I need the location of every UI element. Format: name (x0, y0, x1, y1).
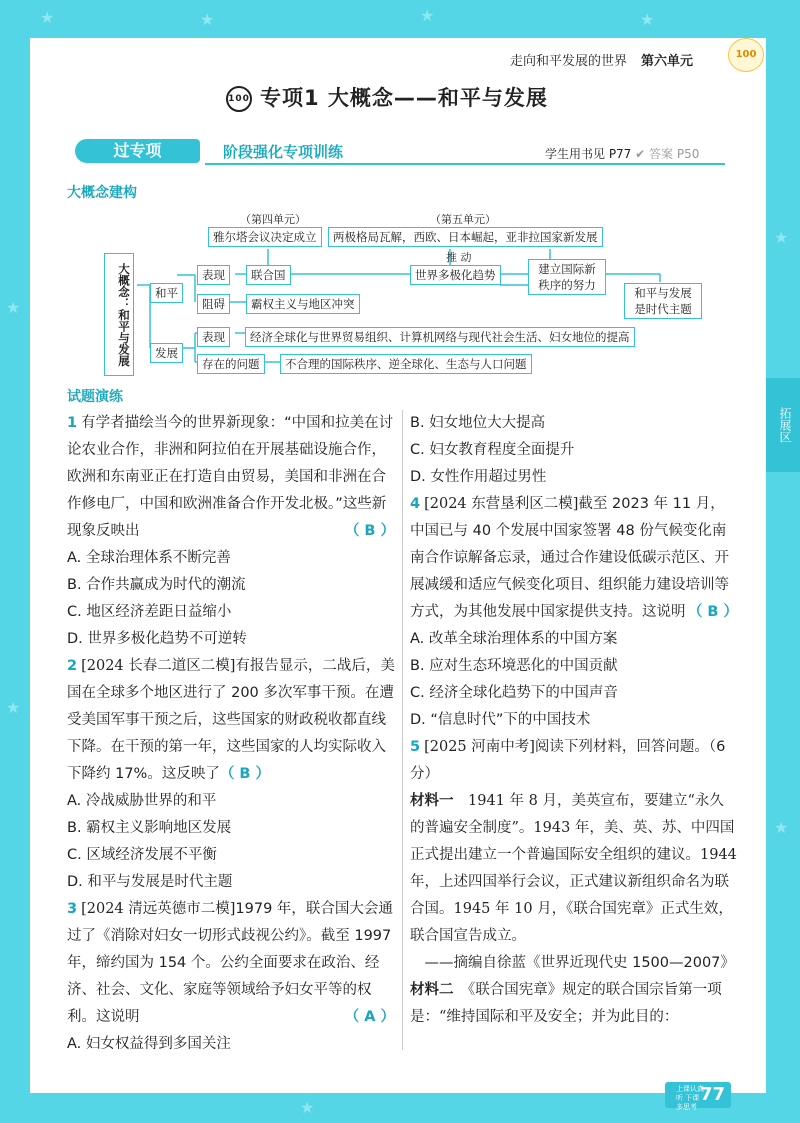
option-d: D. 和平与发展是时代主题 (67, 874, 233, 890)
answer-mark: （ B ） (219, 766, 270, 782)
option-b: B. 霸权主义影响地区发展 (67, 820, 232, 836)
concept-node-yalta: 雅尔塔会议决定成立 (208, 227, 322, 247)
concept-node-theme: 和平与发展是时代主题 (624, 283, 702, 319)
left-column (67, 410, 395, 1058)
concept-root: 大概念：和平与发展 (104, 253, 134, 376)
question-stem: 1979 年，联合国大会通过了《消除对妇女一切形式歧视公约》。截至 1997 年，缔约国为 154 个。公约全面要求在政治、经济、社会、文化、家庭等领域给予妇女平等的权利。这说明 (67, 901, 393, 1025)
concept-node-un: 联合国 (246, 265, 291, 285)
star-icon: ★ (640, 10, 655, 29)
question-source: [2024 长春二道区二模] (81, 658, 236, 674)
page-title (226, 82, 548, 112)
material-source: ——摘编自徐蓝《世界近现代史 1500—2007》 (424, 955, 735, 971)
question-4 (410, 491, 738, 626)
concept-node-multipolar-factors: 两极格局瓦解，西欧、日本崛起，亚非拉国家新发展 (328, 227, 603, 247)
option-c: C. 地区经济差距日益缩小 (67, 604, 232, 620)
concept-node-development: 发展 (150, 343, 183, 363)
concept-node-new-order: 建立国际新秩序的努力 (528, 259, 606, 295)
question-number: 1 (67, 415, 78, 431)
side-tab: 拓展区 (766, 378, 800, 472)
question-5 (410, 734, 738, 788)
option-a: A. 冷战威胁世界的和平 (67, 793, 217, 809)
unit-number: 第六单元 (641, 54, 694, 69)
question-stem: 有学者描绘当今的世界新现象：“中国和拉美在讨论农业合作，非洲和阿拉伯在开展基础设施合作，欧洲和东南亚正在打造自由贸易，美国和非洲在合作修电厂，中国和欧洲准备合作开发北极。”这些新现象反映出 (67, 415, 394, 539)
page-frame-right (766, 0, 800, 1123)
concept-node-obstacle: 阻碍 (197, 294, 230, 314)
answer-mark: （ B ） (344, 523, 395, 539)
question-source: [2024 东营垦利区二模] (424, 496, 579, 512)
star-icon: ★ (6, 698, 21, 717)
page-frame-top (0, 0, 800, 38)
ref-answer: 答案 P50 (649, 147, 700, 161)
answer-mark: （ B ） (687, 604, 738, 620)
star-icon: ★ (774, 818, 789, 837)
question-source: [2024 清远英德市二模] (81, 901, 236, 917)
star-icon: ★ (300, 1098, 315, 1117)
logo-icon: 100 (226, 86, 252, 112)
concept-node-problem-items: 不合理的国际秩序、逆全球化、生态与人口问题 (280, 354, 532, 374)
band-subtitle: 阶段强化专项训练 (223, 143, 344, 161)
question-3 (67, 896, 395, 1031)
material-2 (410, 977, 738, 1031)
material-label: 材料二 (410, 982, 454, 998)
concept-heading: 大概念建构 (67, 185, 137, 201)
page-number: 77 (665, 1082, 731, 1108)
option-a: A. 妇女权益得到多国关注 (67, 1036, 231, 1052)
concept-node-manifest1: 表现 (197, 265, 230, 285)
question-stem: 有报告显示，二战后，美国在全球多个地区进行了 200 多次军事干预。在遭受美国军事干预之后，这些国家的财政税收都直线下降。在干预的第一年，这些国家的人均实际收入下降约 17%。这反映了 (67, 658, 395, 782)
question-1 (67, 410, 395, 545)
page-brand: 上课认真听 下课多思考 (676, 1085, 704, 1111)
question-stem: 截至 2023 年 11 月，中国已与 40 个发展中国家签署 48 份气候变化南南合作谅解备忘录，通过合作建设低碳示范区、开展减缓和适应气候变化项目、组织能力建设培训等方式，为其他发展中国家提供支持。这说明 (410, 496, 729, 620)
brand-logo: 100 (728, 38, 764, 72)
concept-node-multipolar: 世界多极化趋势 (410, 265, 501, 285)
running-header (510, 50, 693, 69)
title-text: 专项1 大概念——和平与发展 (260, 86, 548, 110)
unit4-caption: （第四单元） (240, 213, 306, 226)
answer-mark: （ A ） (344, 1009, 395, 1025)
question-2 (67, 653, 395, 788)
option-c: C. 区域经济发展不平衡 (67, 847, 217, 863)
star-icon: ★ (420, 6, 435, 25)
option-c: C. 妇女教育程度全面提升 (410, 442, 575, 458)
material-text: 1941 年 8 月，美英宣布，要建立“永久的普遍安全制度”。1943 年，美、英、苏、中四国正式提出建立一个普遍国际安全组织的建议。1944 年，上述四国举行会议，正式建议新组织命名为联合国。1945 年 10 月，《联合国宪章》正式生效，联合国宣告成立。 (410, 793, 737, 944)
option-a: A. 改革全球治理体系的中国方案 (410, 631, 618, 647)
material-text: 《联合国宪章》规定的联合国宗旨第一项是：“维持国际和平及安全；并为此目的： (410, 982, 722, 1025)
question-number: 4 (410, 496, 421, 512)
concept-node-peace: 和平 (150, 283, 183, 303)
band-tag: 过专项 (75, 139, 200, 163)
star-icon: ★ (40, 8, 55, 27)
page-frame-left (0, 0, 30, 1123)
concept-node-dev-items: 经济全球化与世界贸易组织、计算机网络与现代社会生活、妇女地位的提高 (245, 327, 635, 347)
option-c: C. 经济全球化趋势下的中国声音 (410, 685, 618, 701)
practice-heading: 试题演练 (67, 389, 123, 405)
option-b: B. 应对生态环境恶化的中国贡献 (410, 658, 618, 674)
option-d: D. 女性作用超过男性 (410, 469, 547, 485)
band-reference (545, 145, 699, 162)
unit5-caption: （第五单元） (430, 213, 496, 226)
option-d: D. “信息时代”下的中国技术 (410, 712, 591, 728)
material-1 (410, 788, 738, 950)
unit-title: 走向和平发展的世界 (510, 54, 628, 69)
question-source: [2025 河南中考] (424, 739, 535, 755)
option-b: B. 合作共赢成为时代的潮流 (67, 577, 246, 593)
star-icon: ★ (6, 298, 21, 317)
star-icon: ★ (200, 10, 215, 29)
section-band (75, 139, 725, 163)
right-column (410, 410, 738, 1031)
option-a: A. 全球治理体系不断完善 (67, 550, 231, 566)
question-number: 3 (67, 901, 78, 917)
question-number: 5 (410, 739, 421, 755)
concept-node-problems: 存在的问题 (197, 354, 265, 374)
star-icon: ★ (774, 228, 789, 247)
option-b: B. 妇女地位大大提高 (410, 415, 546, 431)
push-label: 推 动 (446, 251, 472, 264)
ref-book: 学生用书见 P77 (545, 147, 632, 161)
material-label: 材料一 (410, 793, 454, 809)
concept-node-manifest2: 表现 (197, 327, 230, 347)
question-stem: 阅读下列材料，回答问题。（6 分） (410, 739, 726, 782)
check-icon: ✔ (635, 147, 646, 161)
column-divider (402, 410, 403, 1050)
option-d: D. 世界多极化趋势不可逆转 (67, 631, 247, 647)
concept-node-hegemony: 霸权主义与地区冲突 (246, 294, 360, 314)
question-number: 2 (67, 658, 78, 674)
